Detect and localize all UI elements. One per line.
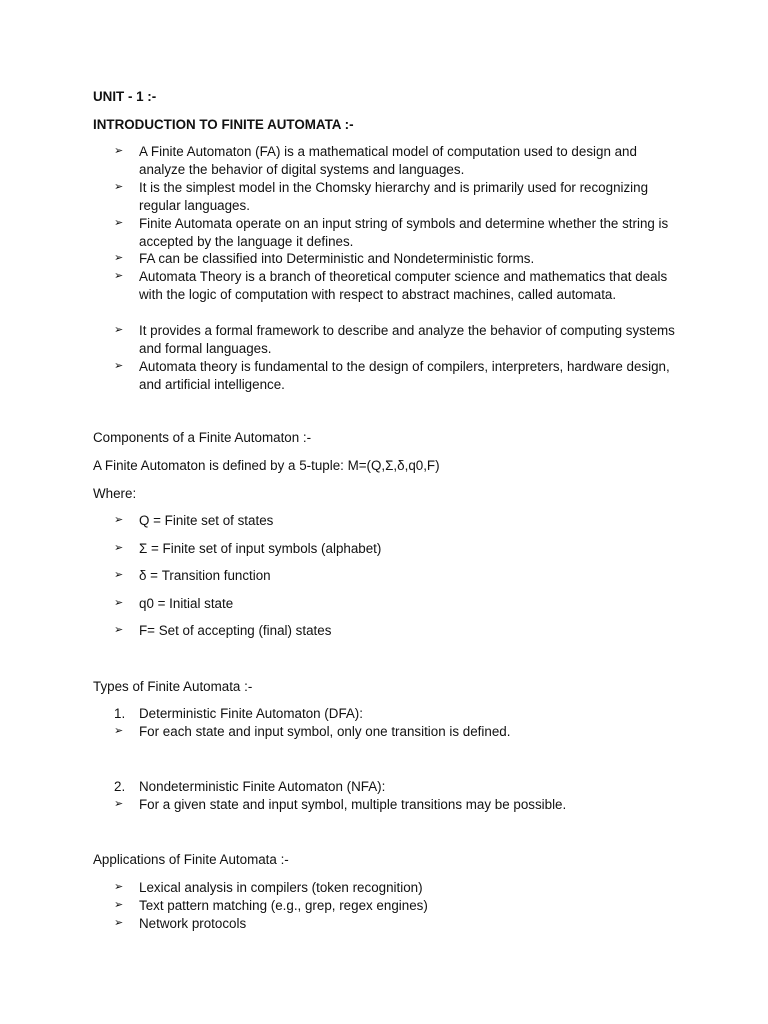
type-nfa xyxy=(0,778,768,814)
list-item-text: Σ = Finite set of input symbols (alphabet) xyxy=(139,540,382,556)
arrow-bullet-icon: ➢ xyxy=(114,514,124,526)
list-item-text: q0 = Initial state xyxy=(139,595,234,611)
numbered-item xyxy=(0,705,679,723)
list-item-text: Automata theory is fundamental to the design of compilers, interpreters, hardware design, and artificial intelligence. xyxy=(139,359,670,392)
arrow-bullet-icon: ➢ xyxy=(114,324,124,336)
list-item-text: Q = Finite set of states xyxy=(139,513,274,528)
list-item xyxy=(0,567,679,595)
tuple-definition: A Finite Automaton is defined by a 5-tuple: M=(Q,Σ,δ,q0,F) xyxy=(93,458,440,473)
list-item xyxy=(0,358,679,394)
list-item xyxy=(0,540,679,568)
list-item xyxy=(0,723,679,741)
arrow-bullet-icon: ➢ xyxy=(114,569,124,581)
arrow-bullet-icon: ➢ xyxy=(114,725,124,737)
type-detail: For a given state and input symbol, multiple transitions may be possible. xyxy=(139,797,567,812)
arrow-bullet-icon: ➢ xyxy=(114,181,124,193)
list-item-text: Automata Theory is a branch of theoretical computer science and mathematics that deals with the logic of computation with respect to abstract machines, called automata. xyxy=(139,269,668,302)
list-item xyxy=(0,268,679,322)
list-item-text: A Finite Automaton (FA) is a mathematical model of computation used to design and analyze the behavior of digital systems and languages. xyxy=(139,144,637,177)
arrow-bullet-icon: ➢ xyxy=(114,798,124,810)
arrow-bullet-icon: ➢ xyxy=(114,145,124,157)
list-item xyxy=(0,796,679,814)
arrow-bullet-icon: ➢ xyxy=(114,252,124,264)
list-item xyxy=(0,179,679,215)
applications-list xyxy=(0,879,768,933)
applications-heading: Applications of Finite Automata :- xyxy=(93,852,289,867)
arrow-bullet-icon: ➢ xyxy=(114,596,124,609)
list-item-text: Network protocols xyxy=(139,916,247,931)
where-label: Where: xyxy=(93,486,137,501)
arrow-bullet-icon: ➢ xyxy=(114,899,124,911)
list-item xyxy=(0,512,679,540)
list-item-text: It provides a formal framework to describe and analyze the behavior of computing systems and formal languages. xyxy=(139,323,675,356)
unit-title: UNIT - 1 :- xyxy=(93,89,157,104)
types-heading: Types of Finite Automata :- xyxy=(93,679,253,694)
list-item xyxy=(0,879,679,897)
arrow-bullet-icon: ➢ xyxy=(114,360,124,372)
list-item-text: Lexical analysis in compilers (token recognition) xyxy=(139,880,423,895)
list-item xyxy=(0,143,679,179)
item-number: 2. xyxy=(114,779,126,794)
components-heading: Components of a Finite Automaton :- xyxy=(93,430,312,445)
list-item-text: δ = Transition function xyxy=(139,568,271,583)
type-detail: For each state and input symbol, only one transition is defined. xyxy=(139,724,511,739)
list-item-text: Finite Automata operate on an input string of symbols and determine whether the string is accepted by the language it defines. xyxy=(139,216,669,249)
list-item xyxy=(0,897,679,915)
arrow-bullet-icon: ➢ xyxy=(114,270,124,282)
intro-bullet-list xyxy=(0,143,768,394)
arrow-bullet-icon: ➢ xyxy=(114,917,124,929)
intro-heading: INTRODUCTION TO FINITE AUTOMATA :- xyxy=(93,117,354,132)
type-dfa xyxy=(0,705,768,741)
list-item-text: F= Set of accepting (final) states xyxy=(139,623,332,638)
list-item xyxy=(0,322,679,358)
list-item xyxy=(0,250,679,268)
list-item-text: FA can be classified into Deterministic and Nondeterministic forms. xyxy=(139,251,535,266)
arrow-bullet-icon: ➢ xyxy=(114,881,124,893)
list-item xyxy=(0,595,679,623)
arrow-bullet-icon: ➢ xyxy=(114,217,124,229)
item-number: 1. xyxy=(114,706,126,721)
list-item xyxy=(0,622,679,650)
arrow-bullet-icon: ➢ xyxy=(114,541,124,554)
list-item xyxy=(0,215,679,250)
list-item-text: Text pattern matching (e.g., grep, regex engines) xyxy=(139,898,428,913)
list-item xyxy=(0,915,679,933)
type-name: Nondeterministic Finite Automaton (NFA): xyxy=(139,779,386,794)
components-list xyxy=(0,512,768,650)
list-item-text: It is the simplest model in the Chomsky hierarchy and is primarily used for recognizing regular languages. xyxy=(139,180,649,213)
arrow-bullet-icon: ➢ xyxy=(114,624,124,636)
type-name: Deterministic Finite Automaton (DFA): xyxy=(139,706,363,721)
numbered-item xyxy=(0,778,679,796)
